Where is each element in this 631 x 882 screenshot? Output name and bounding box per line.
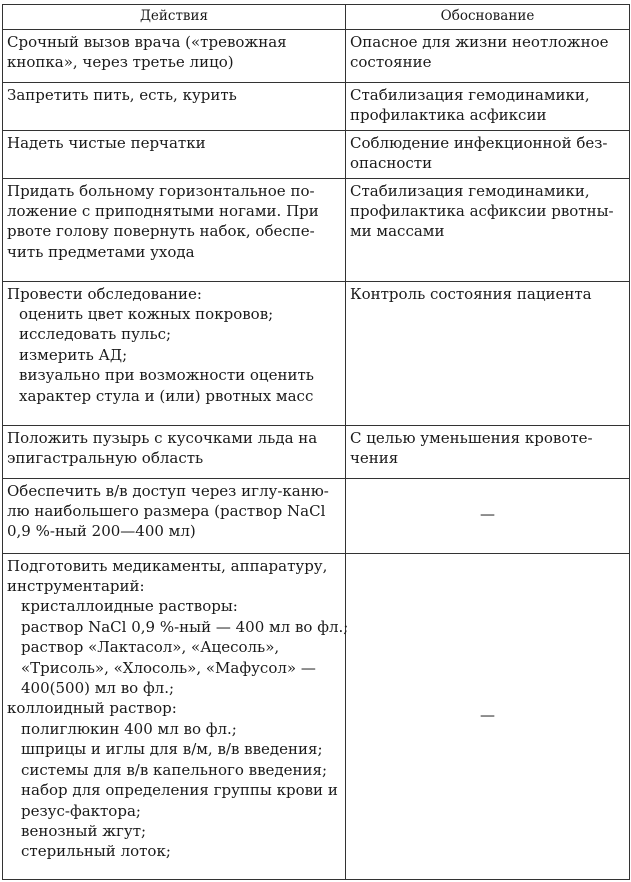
action-text: Срочный вызов врача («тревожная <box>7 33 287 51</box>
action-text: рвоте голову повернуть набок, обеспе- <box>7 222 315 241</box>
action-text: Запретить пить, есть, курить <box>7 86 237 104</box>
table-header-row <box>3 5 630 30</box>
action-cell <box>3 425 346 478</box>
action-text: набор для определения группы крови и <box>21 781 338 800</box>
action-cell <box>3 130 346 178</box>
action-cell <box>3 478 346 553</box>
action-text: Придать больному горизонтальное по- <box>7 181 315 200</box>
action-cell <box>3 553 349 879</box>
action-text: эпигастральную область <box>7 449 204 468</box>
action-text: инструментарий: <box>7 577 145 596</box>
action-text: стерильный лоток; <box>21 842 171 861</box>
action-text: кристаллоидные растворы: <box>21 597 238 616</box>
action-text: системы для в/в капельного введения; <box>21 760 328 779</box>
reason-cell <box>346 425 630 478</box>
reason-text: Стабилизация гемодинамики, <box>350 86 590 104</box>
action-text: кнопка», через третье лицо) <box>7 53 234 72</box>
action-text: шприцы и иглы для в/м, в/в введения; <box>21 740 323 759</box>
action-text: 400(500) мл во фл.; <box>21 679 175 698</box>
action-text: раствор «Лактасол», «Ацесоль», <box>21 638 280 657</box>
action-text: раствор NaCl 0,9 %-ный — 400 мл во фл.; <box>21 617 349 636</box>
reason-cell <box>346 478 630 553</box>
reason-dash: — <box>480 505 495 524</box>
reason-cell <box>346 281 630 425</box>
action-text: характер стула и (или) рвотных масс <box>19 386 314 405</box>
action-text: резус-фактора; <box>21 801 141 820</box>
action-cell <box>3 30 346 83</box>
action-text: Надеть чистые перчатки <box>7 133 206 152</box>
reason-text: профилактика асфиксии рвотны- <box>350 202 614 221</box>
reason-cell <box>346 30 630 83</box>
action-cell <box>3 281 346 425</box>
table-row <box>3 425 630 478</box>
action-text: чить предметами ухода <box>7 242 195 261</box>
header-reasoning: Обоснование <box>346 5 630 30</box>
reason-text: Стабилизация гемодинамики, <box>350 181 590 200</box>
reason-text: ми массами <box>350 222 445 241</box>
action-text: коллоидный раствор: <box>7 699 177 718</box>
reason-cell <box>346 178 630 281</box>
action-text: венозный жгут; <box>21 821 147 840</box>
action-text: «Трисоль», «Хлосоль», «Мафусол» — <box>21 658 316 677</box>
action-text: 0,9 %-ный 200—400 мл) <box>7 522 196 541</box>
action-text: оценить цвет кожных покровов; <box>19 305 274 324</box>
reason-text: Соблюдение инфекционной без- <box>350 133 608 152</box>
action-text: полиглюкин 400 мл во фл.; <box>21 719 237 738</box>
action-text: Обеспечить в/в доступ через иглу-каню- <box>7 481 329 500</box>
action-text: измерить АД; <box>19 345 128 364</box>
reason-cell <box>346 83 630 131</box>
reason-text: состояние <box>350 53 432 72</box>
action-text: Провести обследование: <box>7 284 202 303</box>
reason-dash: — <box>480 705 495 724</box>
reason-text: С целью уменьшения кровоте- <box>350 428 593 447</box>
table-row <box>3 130 630 178</box>
reason-cell <box>346 553 630 879</box>
header-actions: Действия <box>3 5 346 30</box>
action-text: визуально при возможности оценить <box>19 366 314 385</box>
table-row <box>3 553 630 879</box>
table-row <box>3 178 630 281</box>
reason-text: Контроль состояния пациента <box>350 284 592 303</box>
table-row <box>3 83 630 131</box>
action-text: Положить пузырь с кусочками льда на <box>7 428 318 447</box>
table-row <box>3 30 630 83</box>
reason-text: профилактика асфиксии <box>350 106 547 125</box>
reason-text: Опасное для жизни неотложное <box>350 33 609 51</box>
action-text: ложение с приподнятыми ногами. При <box>7 202 319 221</box>
reason-text: опасности <box>350 154 433 173</box>
table-row <box>3 478 630 553</box>
reason-text: чения <box>350 449 399 468</box>
action-text: исследовать пульс; <box>19 325 172 344</box>
procedure-table <box>2 4 630 880</box>
reason-cell <box>346 130 630 178</box>
action-text: лю наибольшего размера (раствор NaCl <box>7 502 326 521</box>
action-cell <box>3 83 346 131</box>
table-row <box>3 281 630 425</box>
action-text: Подготовить медикаменты, аппаратуру, <box>7 556 328 575</box>
action-cell <box>3 178 346 281</box>
